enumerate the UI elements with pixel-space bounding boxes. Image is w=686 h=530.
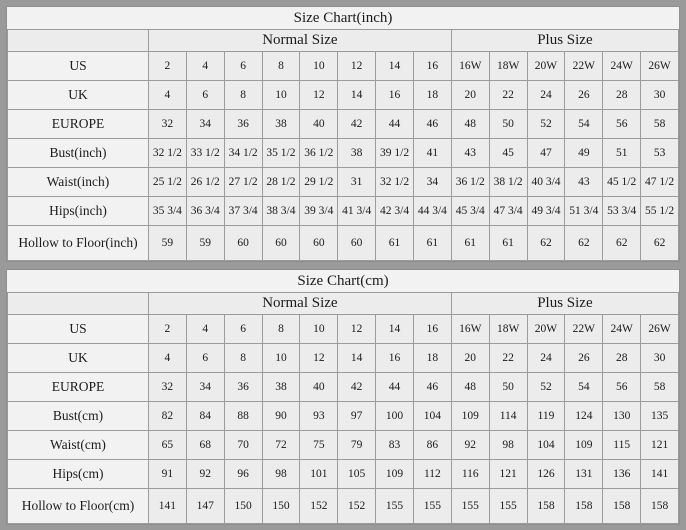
- cell: 65: [148, 431, 186, 460]
- cell: 18W: [489, 52, 527, 81]
- cell: 101: [300, 460, 338, 489]
- group-header-plus: Plus Size: [451, 293, 678, 315]
- cell: 92: [186, 460, 224, 489]
- cell: 58: [641, 373, 679, 402]
- cell: 48: [451, 110, 489, 139]
- cell: 41: [413, 139, 451, 168]
- cell: 141: [148, 489, 186, 524]
- cell: 26: [565, 81, 603, 110]
- cell: 58: [641, 110, 679, 139]
- cell: 93: [300, 402, 338, 431]
- cell: 38: [262, 373, 300, 402]
- row-label-hips: Hips(inch): [8, 197, 149, 226]
- cell: 53: [641, 139, 679, 168]
- cell: 34: [413, 168, 451, 197]
- cell: 90: [262, 402, 300, 431]
- row-label-us: US: [8, 315, 149, 344]
- cell: 126: [527, 460, 565, 489]
- group-header-plus: Plus Size: [451, 30, 678, 52]
- cell: 34: [186, 110, 224, 139]
- cell: 104: [413, 402, 451, 431]
- cell: 62: [641, 226, 679, 261]
- table-row: [8, 489, 679, 524]
- cell: 26 1/2: [186, 168, 224, 197]
- table-row: [8, 460, 679, 489]
- cell: 16: [413, 52, 451, 81]
- cell: 61: [451, 226, 489, 261]
- cell: 42: [338, 110, 376, 139]
- cell: 18W: [489, 315, 527, 344]
- cell: 119: [527, 402, 565, 431]
- cell: 155: [413, 489, 451, 524]
- cell: 44 3/4: [413, 197, 451, 226]
- cell: 27 1/2: [224, 168, 262, 197]
- group-header-normal: Normal Size: [148, 30, 451, 52]
- table-row: [8, 197, 679, 226]
- cell: 84: [186, 402, 224, 431]
- table-row: [8, 344, 679, 373]
- chart-title-row: [8, 270, 679, 293]
- cell: 61: [376, 226, 414, 261]
- table-row: [8, 402, 679, 431]
- table-row: [8, 431, 679, 460]
- cell: 60: [338, 226, 376, 261]
- cell: 49 3/4: [527, 197, 565, 226]
- cell: 97: [338, 402, 376, 431]
- cell: 10: [300, 52, 338, 81]
- cell: 8: [262, 52, 300, 81]
- cell: 49: [565, 139, 603, 168]
- cell: 4: [148, 344, 186, 373]
- cell: 98: [489, 431, 527, 460]
- cell: 28: [603, 81, 641, 110]
- cell: 4: [148, 81, 186, 110]
- table-row: [8, 315, 679, 344]
- cell: 115: [603, 431, 641, 460]
- cell: 88: [224, 402, 262, 431]
- cell: 61: [489, 226, 527, 261]
- cell: 8: [262, 315, 300, 344]
- cell: 20W: [527, 315, 565, 344]
- chart-title: Size Chart(inch): [8, 7, 679, 30]
- corner-cell: [8, 30, 149, 52]
- cell: 30: [641, 344, 679, 373]
- cell: 40: [300, 110, 338, 139]
- cell: 86: [413, 431, 451, 460]
- cell: 116: [451, 460, 489, 489]
- cell: 114: [489, 402, 527, 431]
- cell: 20W: [527, 52, 565, 81]
- table-row: [8, 110, 679, 139]
- cell: 10: [262, 81, 300, 110]
- cell: 24: [527, 81, 565, 110]
- cell: 68: [186, 431, 224, 460]
- cell: 36 3/4: [186, 197, 224, 226]
- cell: 79: [338, 431, 376, 460]
- cell: 82: [148, 402, 186, 431]
- cell: 75: [300, 431, 338, 460]
- cell: 59: [148, 226, 186, 261]
- cell: 4: [186, 52, 224, 81]
- cell: 24W: [603, 315, 641, 344]
- cell: 35 3/4: [148, 197, 186, 226]
- cell: 38 3/4: [262, 197, 300, 226]
- cell: 22W: [565, 315, 603, 344]
- cell: 16: [376, 344, 414, 373]
- row-label-uk: UK: [8, 81, 149, 110]
- chart-title-row: [8, 7, 679, 30]
- cell: 32: [148, 110, 186, 139]
- cell: 152: [300, 489, 338, 524]
- cell: 35 1/2: [262, 139, 300, 168]
- cell: 136: [603, 460, 641, 489]
- row-label-hips: Hips(cm): [8, 460, 149, 489]
- cell: 91: [148, 460, 186, 489]
- cell: 34 1/2: [224, 139, 262, 168]
- cell: 46: [413, 110, 451, 139]
- cell: 6: [224, 315, 262, 344]
- cell: 105: [338, 460, 376, 489]
- cell: 53 3/4: [603, 197, 641, 226]
- cell: 36 1/2: [300, 139, 338, 168]
- size-chart-inch-table: [7, 7, 679, 261]
- cell: 34: [186, 373, 224, 402]
- cell: 141: [641, 460, 679, 489]
- cell: 158: [565, 489, 603, 524]
- table-row: [8, 52, 679, 81]
- cell: 92: [451, 431, 489, 460]
- size-chart-inch: [6, 6, 680, 262]
- cell: 158: [641, 489, 679, 524]
- cell: 45 3/4: [451, 197, 489, 226]
- chart-group-row: [8, 30, 679, 52]
- cell: 158: [603, 489, 641, 524]
- cell: 150: [224, 489, 262, 524]
- cell: 30: [641, 81, 679, 110]
- cell: 98: [262, 460, 300, 489]
- row-label-hollow-to-floor: Hollow to Floor(inch): [8, 226, 149, 261]
- cell: 124: [565, 402, 603, 431]
- group-header-normal: Normal Size: [148, 293, 451, 315]
- cell: 6: [224, 52, 262, 81]
- cell: 155: [451, 489, 489, 524]
- row-label-bust: Bust(cm): [8, 402, 149, 431]
- row-label-uk: UK: [8, 344, 149, 373]
- cell: 24: [527, 344, 565, 373]
- cell: 55 1/2: [641, 197, 679, 226]
- cell: 51: [603, 139, 641, 168]
- cell: 8: [224, 344, 262, 373]
- cell: 41 3/4: [338, 197, 376, 226]
- table-row: [8, 81, 679, 110]
- cell: 158: [527, 489, 565, 524]
- cell: 50: [489, 110, 527, 139]
- cell: 147: [186, 489, 224, 524]
- cell: 10: [300, 315, 338, 344]
- cell: 36: [224, 373, 262, 402]
- cell: 60: [262, 226, 300, 261]
- cell: 18: [413, 344, 451, 373]
- cell: 39 3/4: [300, 197, 338, 226]
- cell: 130: [603, 402, 641, 431]
- row-label-us: US: [8, 52, 149, 81]
- row-label-hollow-to-floor: Hollow to Floor(cm): [8, 489, 149, 524]
- cell: 36: [224, 110, 262, 139]
- cell: 29 1/2: [300, 168, 338, 197]
- cell: 155: [489, 489, 527, 524]
- table-row: [8, 168, 679, 197]
- size-chart-cm: [6, 269, 680, 525]
- cell: 62: [565, 226, 603, 261]
- cell: 28 1/2: [262, 168, 300, 197]
- cell: 51 3/4: [565, 197, 603, 226]
- cell: 152: [338, 489, 376, 524]
- cell: 70: [224, 431, 262, 460]
- table-row: [8, 226, 679, 261]
- cell: 56: [603, 110, 641, 139]
- cell: 6: [186, 344, 224, 373]
- table-row: [8, 139, 679, 168]
- cell: 28: [603, 344, 641, 373]
- cell: 6: [186, 81, 224, 110]
- cell: 38 1/2: [489, 168, 527, 197]
- cell: 56: [603, 373, 641, 402]
- cell: 60: [224, 226, 262, 261]
- chart-group-row: [8, 293, 679, 315]
- cell: 42: [338, 373, 376, 402]
- cell: 45 1/2: [603, 168, 641, 197]
- cell: 42 3/4: [376, 197, 414, 226]
- cell: 38: [262, 110, 300, 139]
- cell: 16W: [451, 52, 489, 81]
- cell: 8: [224, 81, 262, 110]
- cell: 12: [300, 81, 338, 110]
- cell: 45: [489, 139, 527, 168]
- cell: 16: [413, 315, 451, 344]
- cell: 25 1/2: [148, 168, 186, 197]
- cell: 36 1/2: [451, 168, 489, 197]
- cell: 155: [376, 489, 414, 524]
- cell: 43: [565, 168, 603, 197]
- cell: 14: [376, 52, 414, 81]
- cell: 52: [527, 110, 565, 139]
- cell: 24W: [603, 52, 641, 81]
- cell: 39 1/2: [376, 139, 414, 168]
- cell: 16W: [451, 315, 489, 344]
- cell: 2: [148, 315, 186, 344]
- cell: 2: [148, 52, 186, 81]
- cell: 72: [262, 431, 300, 460]
- cell: 32 1/2: [148, 139, 186, 168]
- row-label-waist: Waist(cm): [8, 431, 149, 460]
- cell: 37 3/4: [224, 197, 262, 226]
- cell: 44: [376, 373, 414, 402]
- cell: 40 3/4: [527, 168, 565, 197]
- cell: 109: [451, 402, 489, 431]
- cell: 14: [338, 344, 376, 373]
- cell: 61: [413, 226, 451, 261]
- cell: 131: [565, 460, 603, 489]
- cell: 50: [489, 373, 527, 402]
- cell: 60: [300, 226, 338, 261]
- cell: 26W: [641, 52, 679, 81]
- cell: 32: [148, 373, 186, 402]
- cell: 33 1/2: [186, 139, 224, 168]
- cell: 47 3/4: [489, 197, 527, 226]
- cell: 62: [527, 226, 565, 261]
- cell: 54: [565, 373, 603, 402]
- cell: 135: [641, 402, 679, 431]
- cell: 20: [451, 81, 489, 110]
- cell: 40: [300, 373, 338, 402]
- cell: 43: [451, 139, 489, 168]
- cell: 18: [413, 81, 451, 110]
- cell: 121: [641, 431, 679, 460]
- cell: 14: [376, 315, 414, 344]
- table-row: [8, 373, 679, 402]
- cell: 48: [451, 373, 489, 402]
- cell: 100: [376, 402, 414, 431]
- row-label-europe: EUROPE: [8, 373, 149, 402]
- cell: 12: [300, 344, 338, 373]
- cell: 83: [376, 431, 414, 460]
- cell: 14: [338, 81, 376, 110]
- cell: 22W: [565, 52, 603, 81]
- cell: 109: [565, 431, 603, 460]
- cell: 47 1/2: [641, 168, 679, 197]
- cell: 44: [376, 110, 414, 139]
- cell: 112: [413, 460, 451, 489]
- chart-title: Size Chart(cm): [8, 270, 679, 293]
- cell: 104: [527, 431, 565, 460]
- cell: 59: [186, 226, 224, 261]
- cell: 12: [338, 315, 376, 344]
- cell: 38: [338, 139, 376, 168]
- cell: 16: [376, 81, 414, 110]
- cell: 20: [451, 344, 489, 373]
- cell: 26W: [641, 315, 679, 344]
- row-label-bust: Bust(inch): [8, 139, 149, 168]
- cell: 26: [565, 344, 603, 373]
- corner-cell: [8, 293, 149, 315]
- cell: 10: [262, 344, 300, 373]
- cell: 52: [527, 373, 565, 402]
- cell: 150: [262, 489, 300, 524]
- cell: 96: [224, 460, 262, 489]
- cell: 109: [376, 460, 414, 489]
- cell: 32 1/2: [376, 168, 414, 197]
- cell: 46: [413, 373, 451, 402]
- cell: 12: [338, 52, 376, 81]
- cell: 54: [565, 110, 603, 139]
- cell: 62: [603, 226, 641, 261]
- cell: 22: [489, 344, 527, 373]
- row-label-europe: EUROPE: [8, 110, 149, 139]
- row-label-waist: Waist(inch): [8, 168, 149, 197]
- cell: 4: [186, 315, 224, 344]
- cell: 121: [489, 460, 527, 489]
- cell: 22: [489, 81, 527, 110]
- cell: 31: [338, 168, 376, 197]
- cell: 47: [527, 139, 565, 168]
- size-chart-cm-table: [7, 270, 679, 524]
